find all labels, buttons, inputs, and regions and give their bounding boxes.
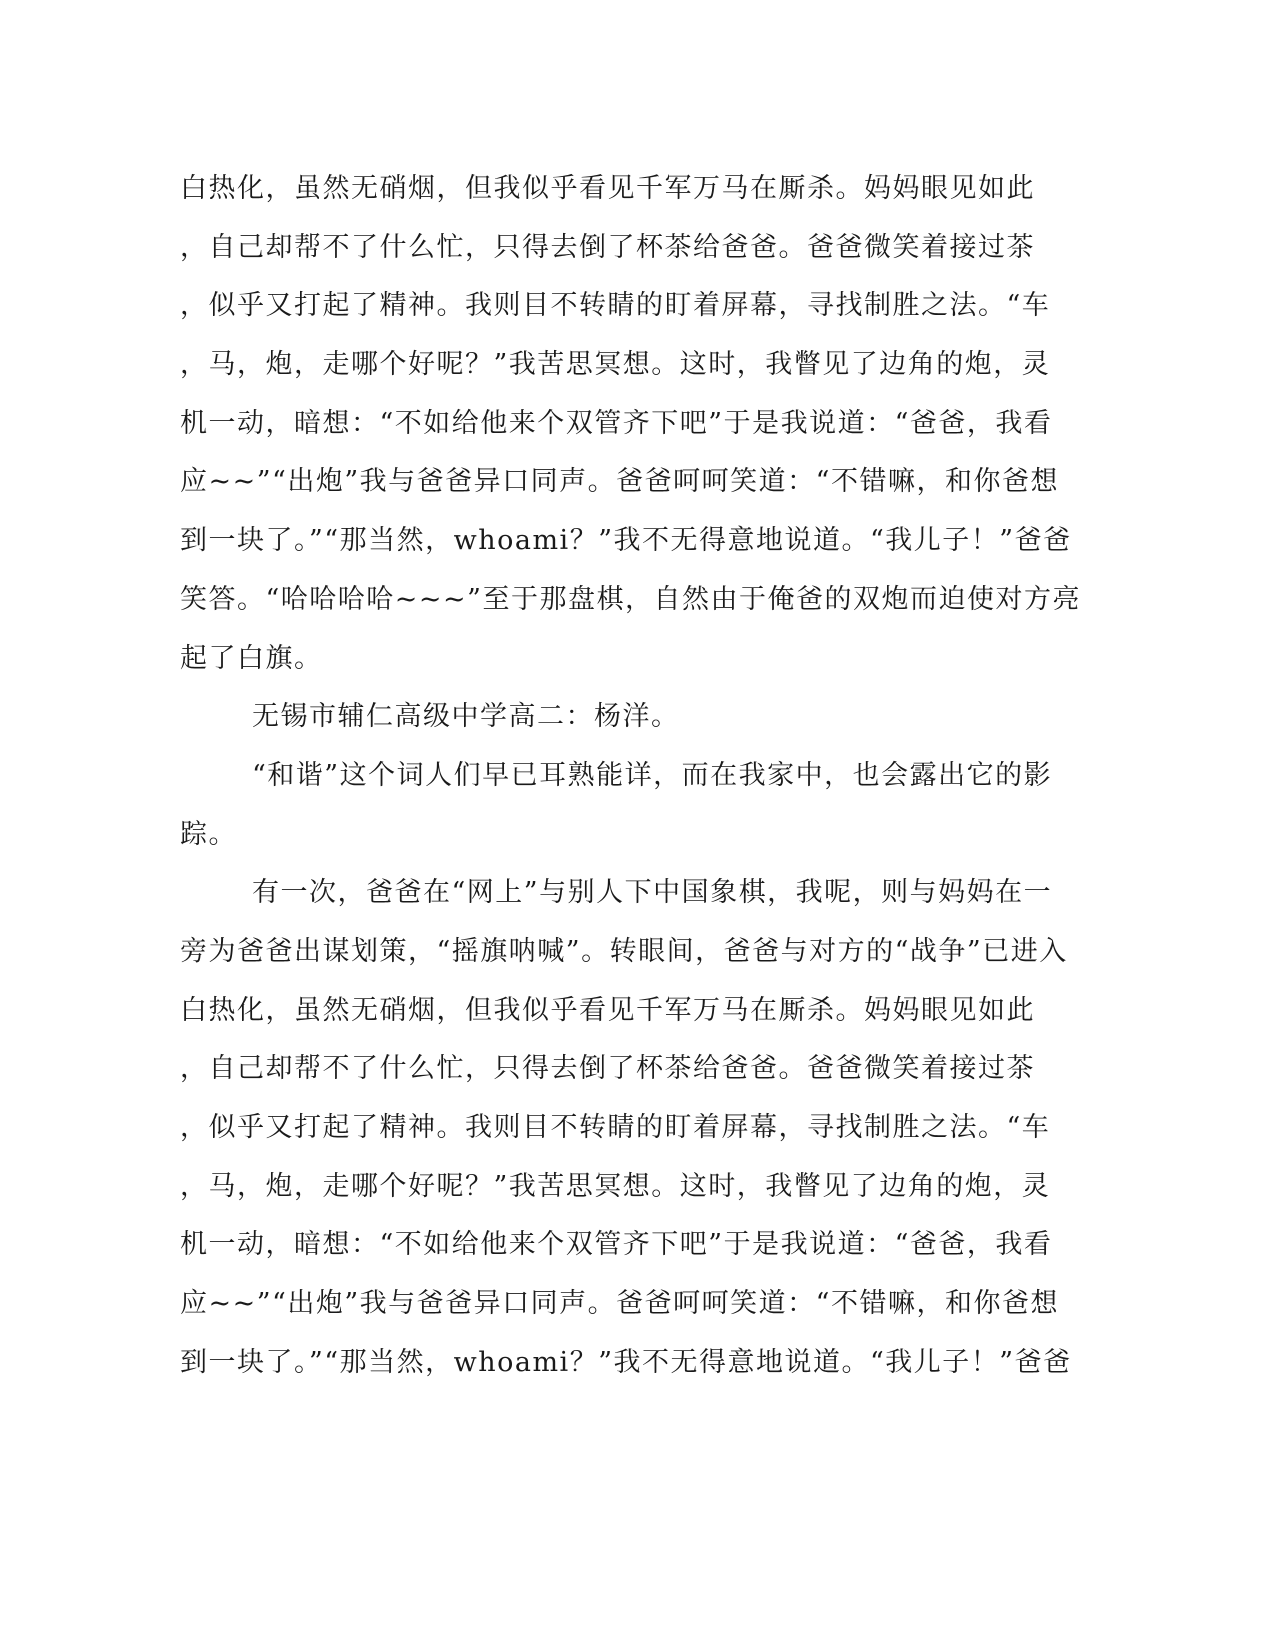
text-line: 有一次，爸爸在“网上”与别人下中国象棋，我呢，则与妈妈在一 — [252, 877, 1053, 909]
text-line: “和谐”这个词人们早已耳熟能详，而在我家中，也会露出它的影 — [252, 759, 1053, 791]
text-line: 应~~”“出炮”我与爸爸异口同声。爸爸呵呵笑道：“不错嘛，和你爸想 — [180, 1288, 1059, 1320]
text-line: ，马，炮，走哪个好呢？”我苦思冥想。这时，我瞥见了边角的炮，灵 — [180, 349, 1051, 381]
text-line: ，自己却帮不了什么忙，只得去倒了杯茶给爸爸。爸爸微笑着接过茶 — [180, 1053, 1035, 1085]
text-line: 笑答。“哈哈哈哈~~~”至于那盘棋，自然由于俺爸的双炮而迫使对方亮 — [180, 583, 1081, 615]
body-text — [180, 160, 1081, 1392]
text-line: 应~~”“出炮”我与爸爸异口同声。爸爸呵呵笑道：“不错嘛，和你爸想 — [180, 466, 1059, 498]
text-line: ，自己却帮不了什么忙，只得去倒了杯茶给爸爸。爸爸微笑着接过茶 — [180, 231, 1035, 263]
author-line: 无锡市辅仁高级中学高二：杨洋。 — [252, 701, 680, 733]
text-line: 白热化，虽然无硝烟，但我似乎看见千军万马在厮杀。妈妈眼见如此 — [180, 173, 1035, 204]
text-line: 起了白旗。 — [180, 642, 323, 674]
text-line: 旁为爸爸出谋划策，“摇旗呐喊”。转眼间，爸爸与对方的“战争”已进入 — [180, 935, 1068, 967]
text-line: 白热化，虽然无硝烟，但我似乎看见千军万马在厮杀。妈妈眼见如此 — [180, 994, 1035, 1026]
text-line: ，似乎又打起了精神。我则目不转睛的盯着屏幕，寻找制胜之法。“车 — [180, 1112, 1051, 1143]
text-line: 机一动，暗想：“不如给他来个双管齐下吧”于是我说道：“爸爸，我看 — [180, 407, 1053, 439]
text-line: 到一块了。”“那当然，whoami？”我不无得意地说道。“我儿子！”爸爸 — [180, 525, 1072, 557]
text-line: 到一块了。”“那当然，whoami？”我不无得意地说道。“我儿子！”爸爸 — [180, 1346, 1072, 1378]
text-line: 机一动，暗想：“不如给他来个双管齐下吧”于是我说道：“爸爸，我看 — [180, 1229, 1053, 1261]
text-line: ，马，炮，走哪个好呢？”我苦思冥想。这时，我瞥见了边角的炮，灵 — [180, 1170, 1051, 1202]
text-line: 踪。 — [180, 818, 237, 850]
text-line: ，似乎又打起了精神。我则目不转睛的盯着屏幕，寻找制胜之法。“车 — [180, 290, 1051, 322]
